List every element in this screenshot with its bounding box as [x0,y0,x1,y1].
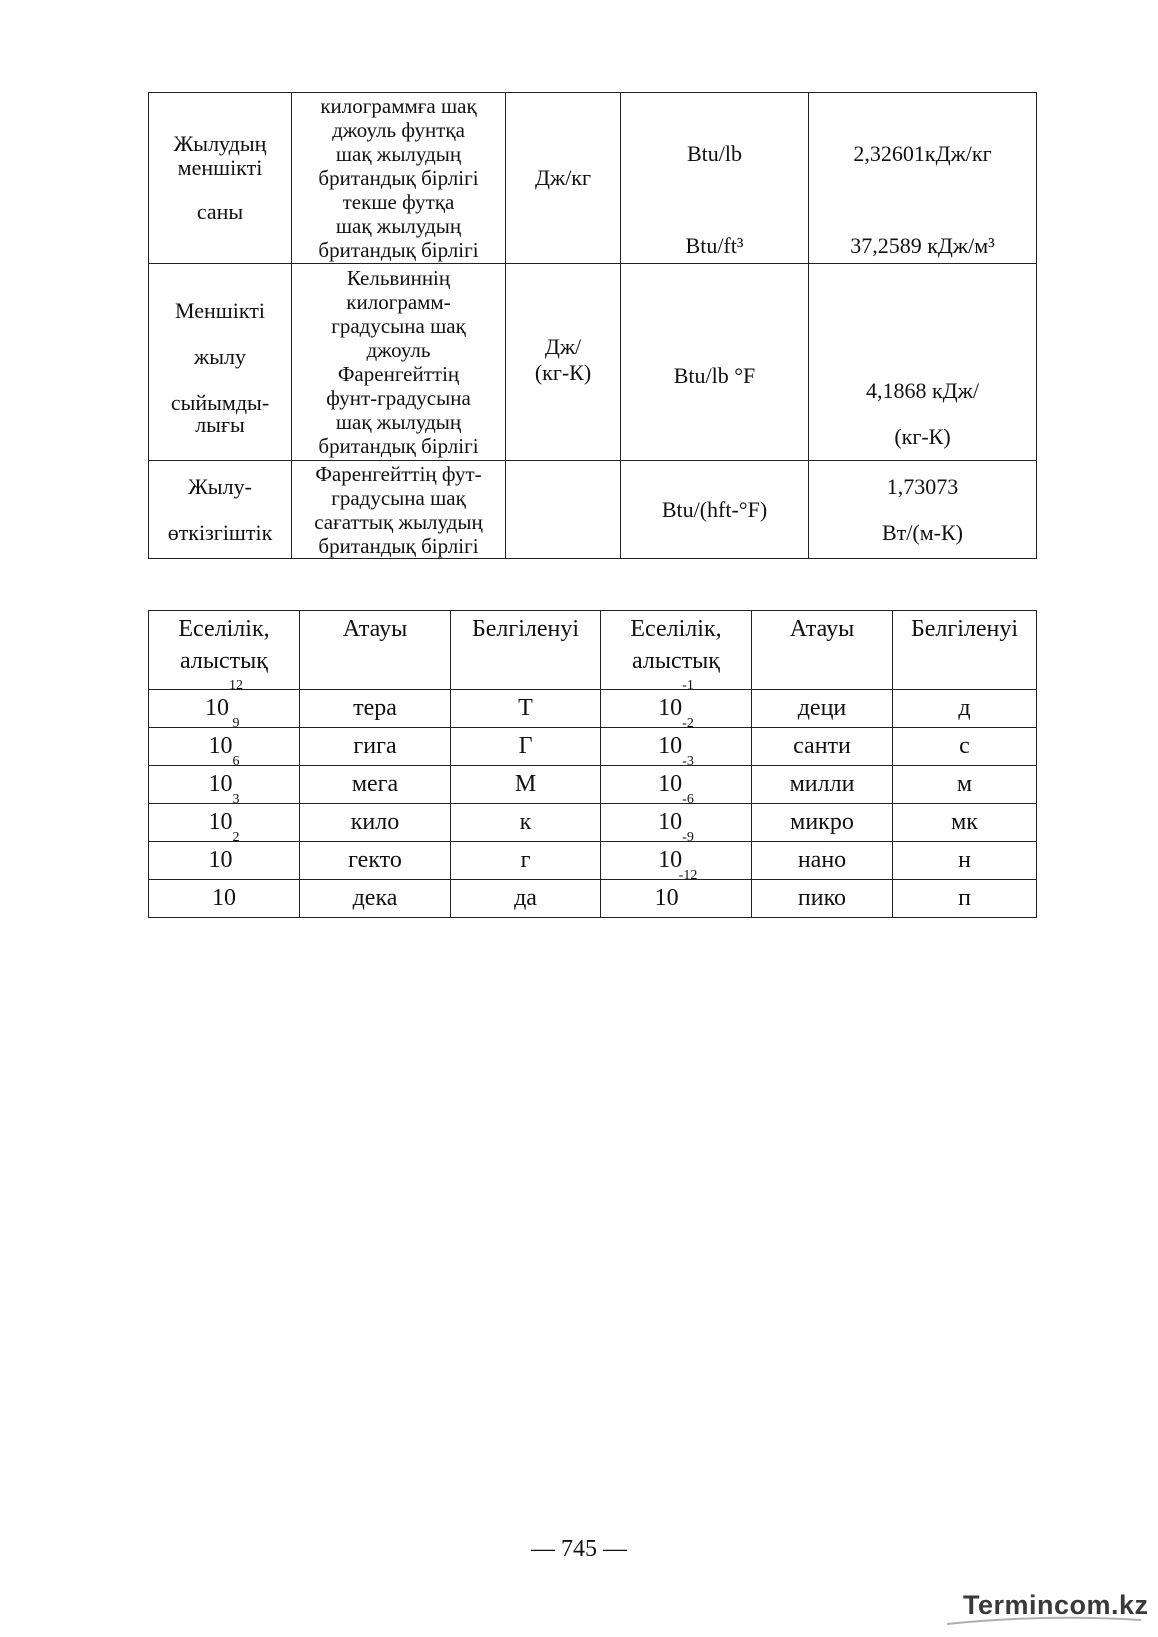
header-multiplier [601,611,752,690]
description-line: фунт-градусына [326,386,471,410]
si-unit-cell [506,93,621,264]
cell-text: кило [350,809,400,835]
imperial-unit-line: Btu/lb [686,141,742,166]
description-line: джоуль [366,338,431,362]
prefix-name-cell [752,842,893,880]
description-line: джоуль фунтқа [332,118,465,142]
header-line: Еселілік, [630,616,722,642]
table-header-row [149,611,1037,690]
table-row [149,804,1037,842]
multiplier-exponent: -12 [678,868,698,883]
conversion-cell [809,264,1037,461]
description-line: сағаттық жылудың [314,509,483,534]
table-body [149,678,1037,918]
description-line: британдық бірлігі [318,166,479,190]
quantity-line: меншікті [177,155,263,180]
cell-text: п [958,885,971,911]
description-cell [292,264,506,461]
conversion-cell [809,93,1037,264]
multiplier-exponent: 12 [229,678,243,693]
cell-text: мега [351,771,399,797]
quantity-cell [149,93,292,264]
table-row [149,690,1037,728]
table-row [149,766,1037,804]
quantity-line: Жылу- [188,473,252,499]
table-row [149,93,1037,264]
conversion-line: 37,2589 кДж/м³ [850,233,995,258]
quantity-cell [149,264,292,461]
prefix-symbol-cell [893,690,1037,728]
prefix-symbol-cell [451,842,601,880]
description-line: британдық бірлігі [318,533,479,558]
conversion-line: 2,32601кДж/кг [853,141,992,166]
multiplier-cell [601,792,752,842]
multiplier-base: 10 [658,809,683,835]
table-row [149,842,1037,880]
multiplier-base: 10 [208,809,233,835]
description-line: Фаренгейттің фут- [315,461,482,486]
cell-text: деци [797,695,847,721]
multiplier-exponent: -6 [682,792,694,807]
table-row [149,461,1037,559]
imperial-unit-line: Btu/(hft-°F) [661,496,768,522]
cell-text: тера [353,695,397,721]
cell-text: дека [352,885,398,911]
cell-text: с [959,733,970,759]
prefix-name-cell [300,804,451,842]
cell-text: санти [793,733,851,759]
multiplier-exponent: -9 [682,830,694,845]
table-row [149,264,1037,461]
multiplier-cell [601,830,752,880]
cell-text: Т [518,695,533,721]
header-symbol: Белгіленуі [893,611,1037,690]
multiplier-cell [149,880,300,918]
prefix-name-cell [752,766,893,804]
table-row [149,880,1037,918]
description-line: килограмм- [346,290,451,314]
prefix-symbol-cell [451,728,601,766]
conversion-cell [809,461,1037,559]
imperial-unit-line: Btu/ft³ [685,233,744,258]
prefix-symbol-cell [893,842,1037,880]
prefix-name-cell [300,766,451,804]
si-unit-line: Дж/кг [534,165,592,190]
cell-text: к [519,809,532,835]
description-line: Кельвиннің [346,266,451,290]
description-line: Фаренгейттің [337,362,460,386]
watermark-text: Termincom.kz [963,1590,1149,1620]
cell-text: м [956,771,973,797]
multiplier-cell [149,716,300,766]
cell-text: гекто [348,847,402,873]
prefix-name-cell [300,880,451,918]
description-line: текше футқа [342,190,455,214]
quantity-line: сыйымды- [170,390,270,415]
si-unit-cell [506,461,621,559]
multiplier-exponent: 2 [232,830,240,845]
multiplier-cell [601,678,752,728]
multiplier-exponent: 9 [232,716,240,731]
prefix-name-cell [300,842,451,880]
conversion-line: (кг-К) [894,424,951,449]
cell-text: милли [789,771,855,797]
imperial-unit-cell [621,93,809,264]
header-line: алыстық [180,648,268,674]
header-name: Атауы [752,611,893,690]
multiplier-base: 10 [654,885,679,911]
cell-text: М [514,771,537,797]
header-symbol: Белгіленуі [451,611,601,690]
quantity-cell [149,461,292,559]
prefix-name-cell [300,728,451,766]
multiplier-base: 10 [658,771,683,797]
prefix-name-cell [752,690,893,728]
prefix-name-cell [752,728,893,766]
multiplier-base: 10 [658,847,683,873]
description-line: британдық бірлігі [318,434,479,458]
multiplier-exponent: -1 [682,678,694,693]
cell-text: пико [797,885,847,911]
prefix-symbol-cell [893,766,1037,804]
conversion-line: Вт/(м-К) [882,519,963,545]
prefix-symbol-cell [893,804,1037,842]
multiplier-base: 10 [208,847,233,873]
conversion-line: 4,1868 кДж/ [865,378,979,403]
quantity-line: саны [196,199,244,224]
multiplier-exponent: 6 [232,754,240,769]
page-number: — 745 — [531,1536,627,1562]
multiplier-cell [601,754,752,804]
multiplier-cell [149,754,300,804]
cell-text: да [514,885,537,911]
cell-text: д [958,695,971,721]
prefix-symbol-cell [451,880,601,918]
multiplier-base: 10 [208,771,233,797]
prefix-symbol-cell [451,766,601,804]
table-row [149,728,1037,766]
description-line: британдық бірлігі [318,238,479,262]
prefix-symbol-cell [451,804,601,842]
description-line: шақ жылудың [335,142,462,166]
cell-text: Г [518,733,533,759]
multiplier-exponent: -3 [682,754,694,769]
multiplier-cell [149,830,300,880]
multiplier-base: 10 [212,885,236,911]
quantity-line: Жылудың [173,131,267,156]
quantity-line: лығы [195,412,245,437]
si-unit-line: Дж/ [544,334,582,359]
prefix-symbol-cell [451,690,601,728]
description-line: шақ жылудың [335,214,462,238]
cell-text: мк [951,809,978,835]
multiplier-base: 10 [658,695,683,721]
watermark-logo [945,1588,1149,1628]
prefix-symbol-cell [893,728,1037,766]
cell-text: гига [353,733,397,759]
prefix-name-cell [752,804,893,842]
multiplier-cell [601,868,752,918]
si-unit-line: (кг-К) [534,360,592,385]
description-line: градусына шақ [331,314,466,338]
multiplier-cell [601,716,752,766]
cell-text: микро [790,809,854,835]
conversion-line: 1,73073 [886,473,959,499]
imperial-unit-cell [621,461,809,559]
description-line: шақ жылудың [335,410,462,434]
multiplier-base: 10 [208,733,233,759]
multiplier-exponent: -2 [682,716,694,731]
description-cell [292,461,506,559]
multiplier-base: 10 [205,695,229,721]
header-line: Еселілік, [178,616,270,642]
prefix-symbol-cell [893,880,1037,918]
description-line: килограммға шақ [320,94,477,118]
multiplier-cell [149,792,300,842]
cell-text: н [958,847,971,873]
cell-text: г [520,847,531,873]
prefix-name-cell [300,690,451,728]
si-prefixes-table [148,610,1037,918]
prefix-name-cell [752,880,893,918]
si-unit-cell [506,264,621,461]
imperial-unit-cell [621,264,809,461]
imperial-unit-line: Btu/lb °F [673,363,756,388]
quantity-line: жылу [194,344,246,369]
multiplier-base: 10 [658,733,683,759]
quantity-line: Меншікті [175,298,265,323]
cell-text: нано [797,847,847,873]
description-cell [292,93,506,264]
header-name: Атауы [300,611,451,690]
header-line: алыстық [632,648,720,674]
quantity-line: өткізгіштік [167,519,273,545]
multiplier-cell [149,678,300,728]
description-line: градусына шақ [331,485,466,510]
header-multiplier [149,611,300,690]
multiplier-exponent: 3 [232,792,240,807]
units-table [148,92,1037,559]
